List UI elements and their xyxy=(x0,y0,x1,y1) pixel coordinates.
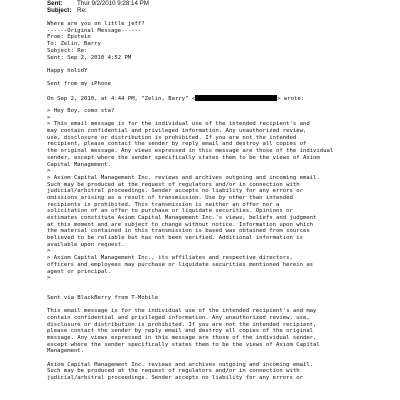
quote-intro-pre: On Sep 2, 2010, at 4:44 PM, "Zelin, Barry" < xyxy=(47,95,196,102)
quoted-block xyxy=(47,108,392,282)
quoted-line: agent or principal. xyxy=(47,268,111,275)
intro-line: Subject: Re: xyxy=(47,47,88,54)
intro-line: To: Zelin, Barry xyxy=(47,41,101,48)
subject-label: Subject: xyxy=(47,7,72,15)
quoted-line: believed to be reliable but has not been verified. Additional information is xyxy=(47,235,303,242)
quoted-line: > Axiom Capital Management Inc. reviews and archives outgoing and incoming email. xyxy=(47,174,320,181)
redaction-bar xyxy=(195,95,277,101)
quoted-line: Such may be produced at the request of regulators and/or in connection with xyxy=(47,181,300,188)
subject-row xyxy=(47,7,392,14)
quoted-line: estimates constitute Axiom Capital Management Inc.'s views, beliefs and judgment xyxy=(47,215,317,222)
quoted-line: solicitation of an offer to purchase or liquidate securities. Opinions or xyxy=(47,208,293,215)
disclaimer-line: message. Any views expressed in this message are those of the individual sender, xyxy=(47,335,317,342)
sent-label: Sent: xyxy=(47,0,63,7)
quoted-line: sender, except where the sender specifically states them to be the views of Axiom xyxy=(47,154,320,161)
greeting: Happy holidY xyxy=(47,67,88,74)
quote-intro xyxy=(47,95,392,102)
disclaimer-block-1 xyxy=(47,308,392,355)
quoted-line: officers and employees may purchase or liquidate securities mentioned herein as xyxy=(47,261,314,268)
intro-block xyxy=(47,21,392,61)
quoted-line: judicial/arbitral proceedings. Sender accepts no liability for any errors or xyxy=(47,188,303,195)
quoted-line: omissions arising as a result of transmission. Use by other than intended xyxy=(47,194,293,201)
disclaimer-line: This email message is for the individual use of the intended recipient's and may xyxy=(47,308,317,315)
quoted-line: the material contained in this transmission is based was obtained from sources xyxy=(47,228,310,235)
sent-row xyxy=(47,0,392,7)
quote-intro-post: > wrote: xyxy=(277,95,305,102)
quoted-line: > Hey Boy, como sta? xyxy=(47,108,115,115)
disclaimer-line: Such may be produced at the request of regulators and/or in connection with xyxy=(47,368,300,375)
quoted-line: > xyxy=(47,248,51,255)
email-header xyxy=(47,0,392,14)
intro-line: ------Original Message------ xyxy=(47,27,142,34)
quoted-line: > This email message is for the individual use of the intended recipient's and xyxy=(47,121,310,128)
intro-line: From: Epstein xyxy=(47,34,91,41)
disclaimer-line: contain confidential and privileged information. Any unauthorized review, use, xyxy=(47,314,310,321)
disclaimer-line: Axiom Capital Management Inc. reviews and archives outgoing and incoming email. xyxy=(47,361,314,368)
quoted-line: > xyxy=(47,275,51,282)
intro-line: Sent: Sep 2, 2010 4:52 PM xyxy=(47,54,132,61)
quoted-line: the original message. Any views expressed in this message are those of the individual xyxy=(47,148,334,155)
sent-via-blackberry: Sent via BlackBerry from T-Mobile xyxy=(47,294,159,301)
quoted-line: recipients is prohibited. This transmission is neither an offer nor a xyxy=(47,201,280,208)
quoted-line: > Axiom Capital Management Inc., its affiliates and respective directors, xyxy=(47,255,293,262)
sent-value: Thur 9/2/2010 9:28:14 PM xyxy=(77,0,149,7)
subject-value: Re: xyxy=(77,7,87,15)
disclaimer-line: please contact the sender by reply email and destroy all copies of the original xyxy=(47,328,314,335)
quoted-line: available upon request. xyxy=(47,241,125,248)
intro-line: Where are you on little jeff? xyxy=(47,21,145,28)
quoted-line: recipient, please contact the sender by reply email and destroy all copies of xyxy=(47,141,307,148)
disclaimer-block-2 xyxy=(47,362,392,382)
disclaimer-line: disclosure or distribution is prohibited. If you are not the intended recipient, xyxy=(47,321,317,328)
disclaimer-line: Management. xyxy=(47,348,85,355)
quoted-line: > xyxy=(47,114,51,121)
quoted-line: may contain confidential and privileged information. Any unauthorized review, xyxy=(47,128,307,135)
quoted-line: use, disclosure or distribution is prohibited. If you are not the intended xyxy=(47,134,297,141)
email-document xyxy=(47,0,392,382)
quoted-line: > xyxy=(47,168,51,175)
disclaimer-line: judicial/arbitral proceedings. Sender accepts no liability for any errors or xyxy=(47,375,303,382)
disclaimer-line: except where the sender specifically states them to be the views of Axiom Capital xyxy=(47,341,320,348)
quoted-line: Capital Management. xyxy=(47,161,111,168)
sent-from-iphone: Sent from my iPhone xyxy=(47,81,111,88)
quoted-line: at this moment and are subject to change without notice. Information upon which xyxy=(47,221,314,228)
